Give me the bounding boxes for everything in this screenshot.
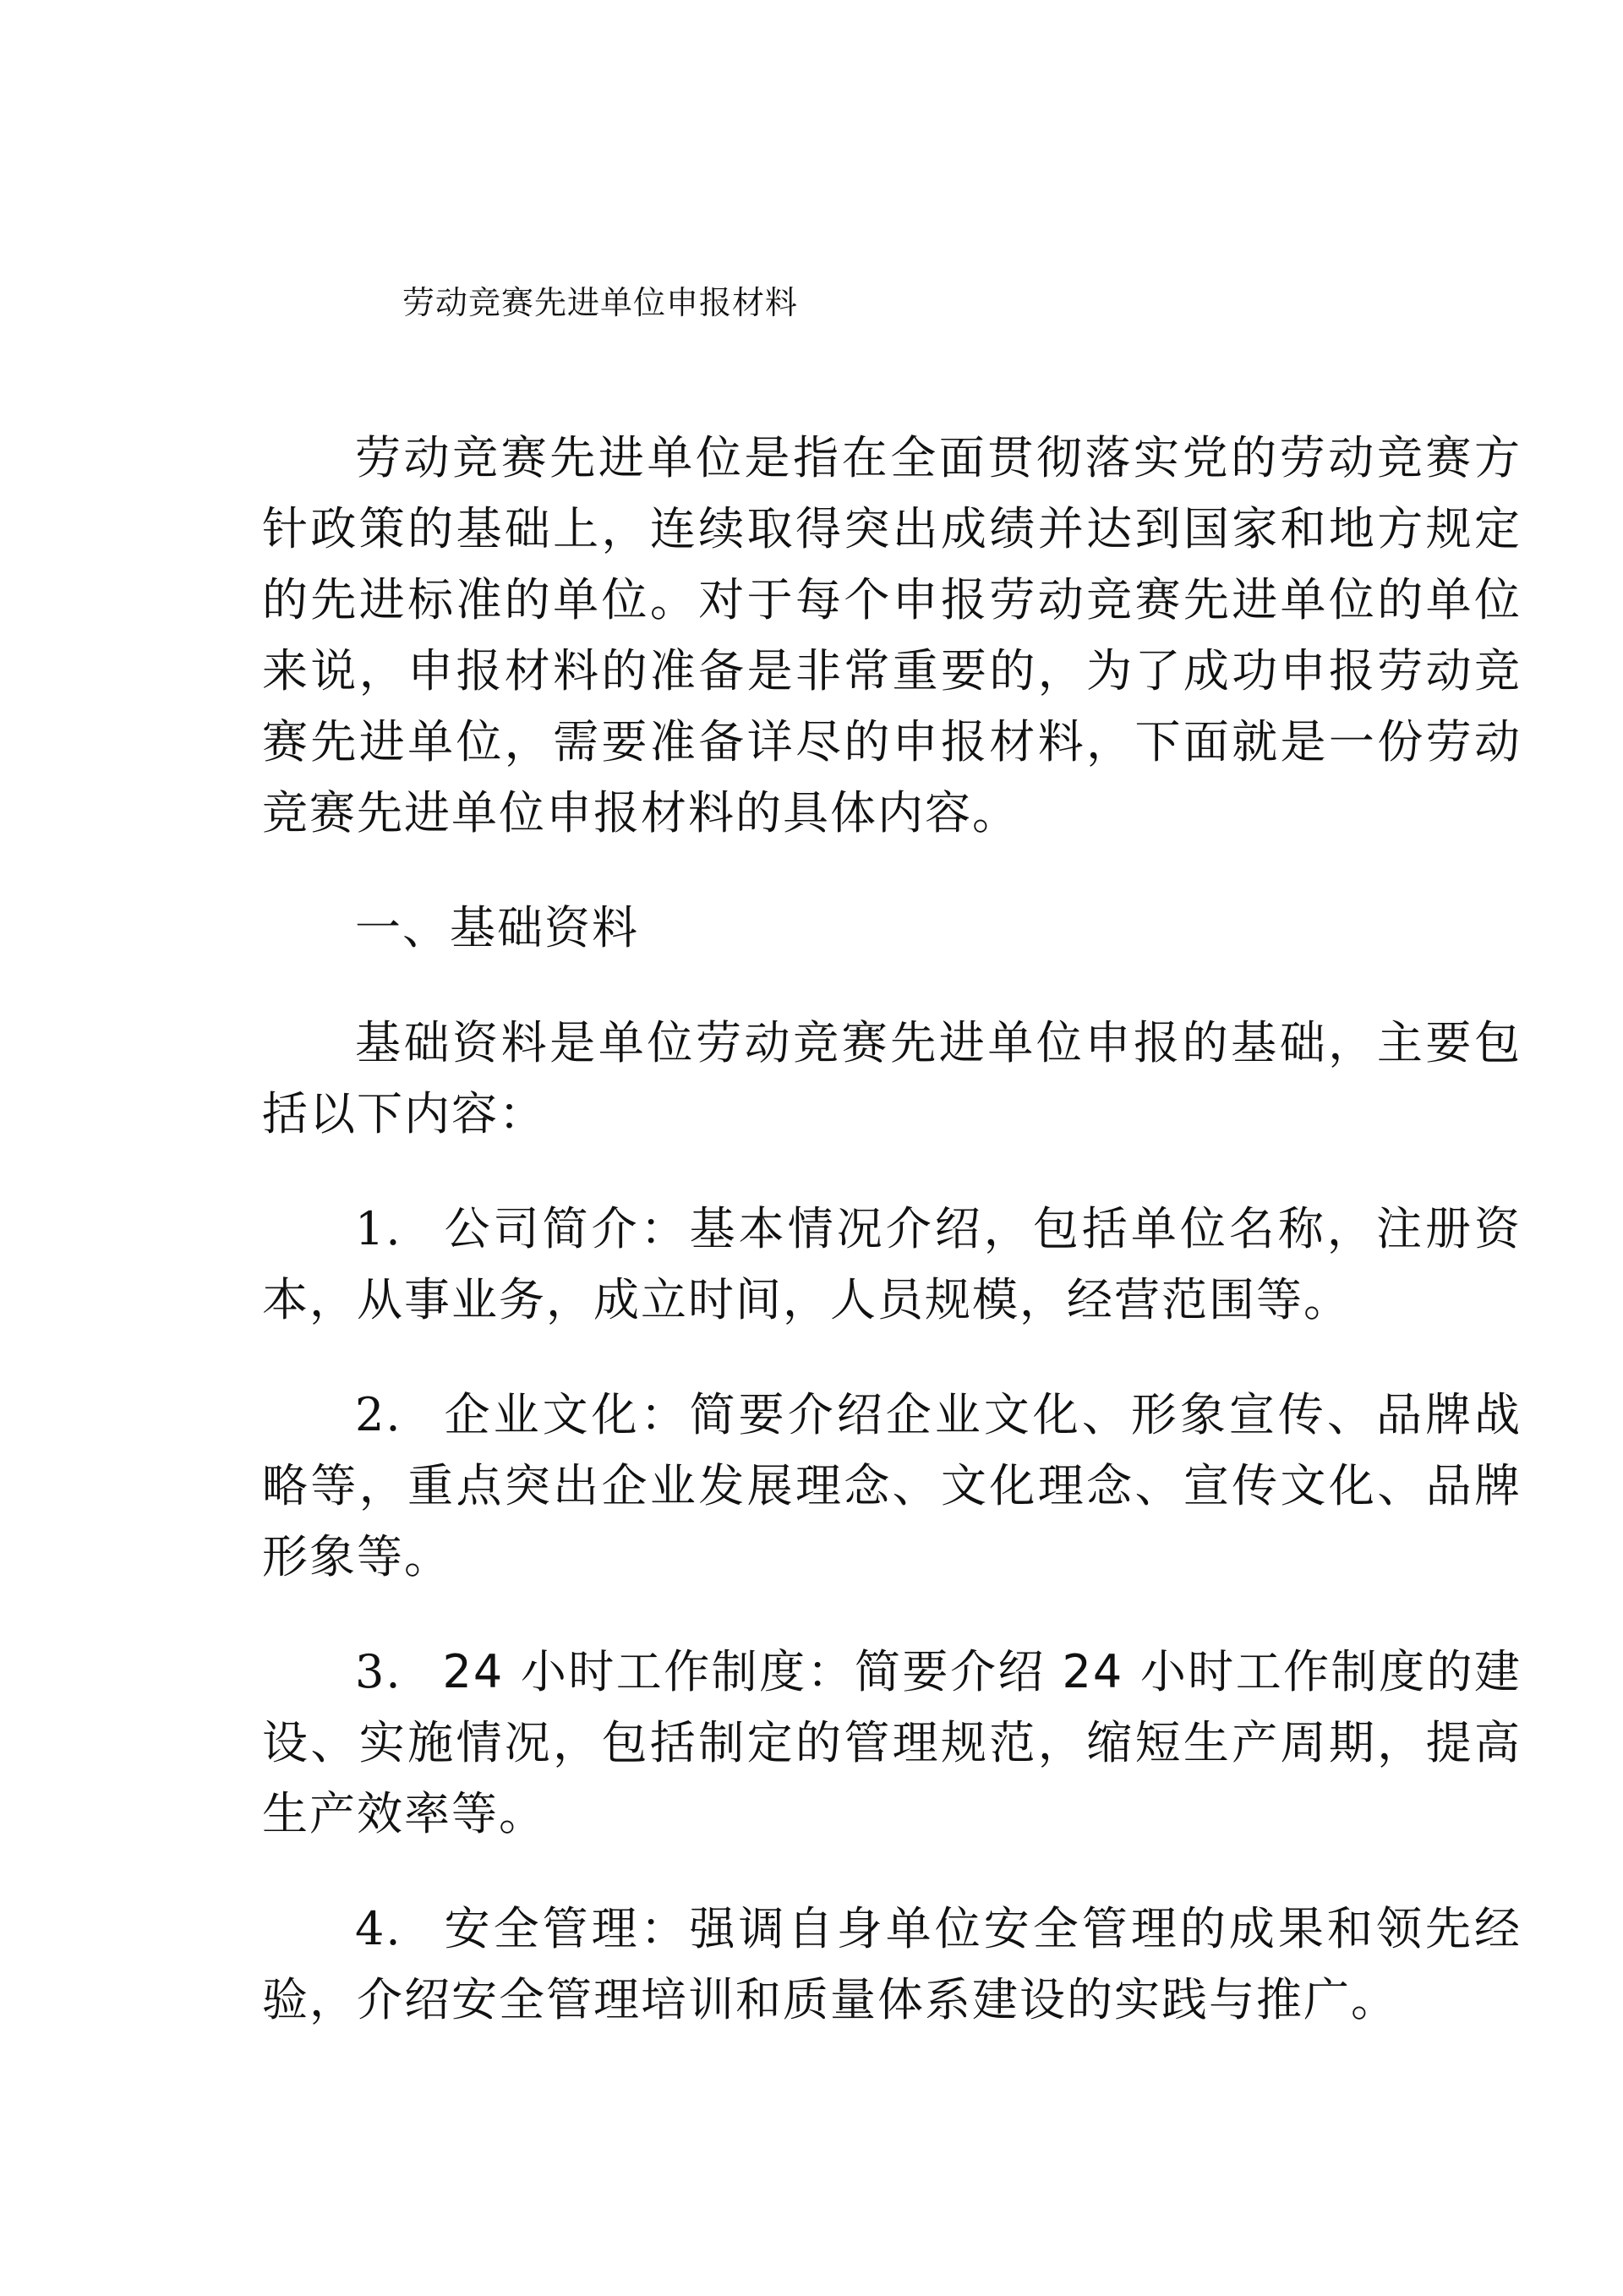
intro-paragraph: 劳动竞赛先进单位是指在全面贯彻落实党的劳动竞赛方针政策的基础上，连续取得突出成绩并达到国家和地方规定的先进标准的单位。对于每个申报劳动竞赛先进单位的单位来说，申报材料的准备是非常重要的，为了成功申报劳动竞赛先进单位，需要准备详尽的申报材料，下面就是一份劳动竞赛先进单位申报材料的具体内容。	[262, 431, 1522, 839]
document-title: 劳动竞赛先进单位申报材料	[402, 284, 799, 321]
list-item-number: 1.	[355, 1202, 402, 1255]
list-item-number: 4.	[355, 1902, 402, 1955]
list-item-text: 安全管理：强调自身单位安全管理的成果和领先经验，介绍安全管理培训和质量体系建设的实践与推广。	[262, 1902, 1522, 2026]
section-lead-paragraph: 基础资料是单位劳动竞赛先进单位申报的基础，主要包括以下内容：	[262, 1016, 1522, 1140]
list-item-text: 24 小时工作制度：简要介绍 24 小时工作制度的建设、实施情况，包括制定的管理规范，缩短生产周期，提高生产效率等。	[262, 1645, 1522, 1840]
document-body	[262, 423, 1522, 2080]
list-item	[262, 1194, 1522, 1336]
list-item	[262, 1637, 1522, 1850]
list-item-text: 公司简介：基本情况介绍，包括单位名称，注册资本，从事业务，成立时间，人员规模，经营范围等。	[262, 1202, 1522, 1326]
list-item-number: 3.	[355, 1645, 402, 1698]
section-heading: 一、基础资料	[355, 901, 639, 954]
list-item	[262, 1380, 1522, 1593]
list-item	[262, 1894, 1522, 2036]
list-item-text: 企业文化：简要介绍企业文化、形象宣传、品牌战略等，重点突出企业发展理念、文化理念、宣传文化、品牌形象等。	[262, 1388, 1522, 1583]
list-item-number: 2.	[355, 1388, 402, 1441]
